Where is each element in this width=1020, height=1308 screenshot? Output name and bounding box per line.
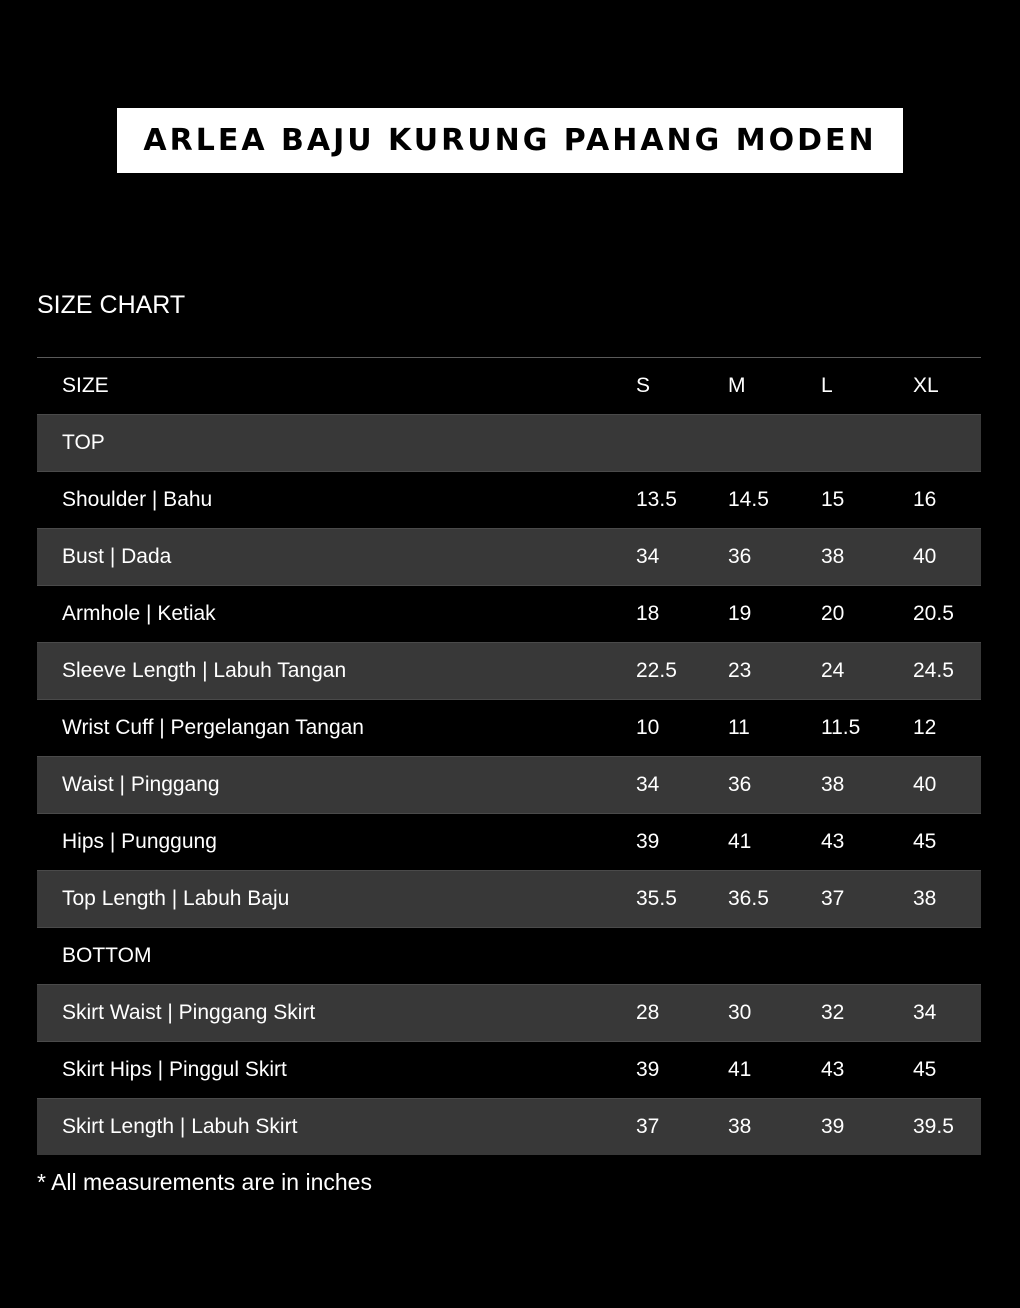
value-xl: 45 — [913, 1058, 937, 1081]
table-row — [37, 1099, 981, 1155]
table-row — [37, 586, 981, 643]
value-m: 19 — [728, 602, 752, 625]
measurement-label: Skirt Hips | Pinggul Skirt — [62, 1058, 287, 1081]
value-xl: 40 — [913, 773, 937, 796]
value-l: 15 — [821, 488, 845, 511]
value-l: 32 — [821, 1001, 845, 1024]
value-s: 34 — [636, 773, 660, 796]
value-m: 36.5 — [728, 887, 769, 910]
value-m: 30 — [728, 1001, 752, 1024]
value-xl: 16 — [913, 488, 937, 511]
value-l: 43 — [821, 1058, 845, 1081]
value-m: 41 — [728, 830, 752, 853]
table-header-row — [37, 358, 981, 415]
measurement-label: Shoulder | Bahu — [62, 488, 213, 511]
value-l: 11.5 — [821, 716, 861, 739]
value-s: 37 — [636, 1115, 660, 1138]
value-m: 41 — [728, 1058, 752, 1081]
measurement-label: Waist | Pinggang — [62, 773, 220, 796]
header-size-s: S — [636, 374, 651, 397]
value-s: 39 — [636, 1058, 660, 1081]
value-l: 37 — [821, 887, 845, 910]
header-size-l: L — [821, 374, 833, 397]
header-size-xl: XL — [913, 374, 939, 397]
value-s: 10 — [636, 716, 660, 739]
value-l: 38 — [821, 773, 845, 796]
page-title: ARLEA BAJU KURUNG PAHANG MODEN — [143, 123, 877, 158]
measurement-label: Wrist Cuff | Pergelangan Tangan — [62, 716, 364, 739]
value-xl: 34 — [913, 1001, 937, 1024]
value-m: 38 — [728, 1115, 752, 1138]
measurement-label: Skirt Length | Labuh Skirt — [62, 1115, 298, 1138]
value-s: 22.5 — [636, 659, 677, 682]
value-s: 13.5 — [636, 488, 677, 511]
table-row — [37, 757, 981, 814]
table-row — [37, 529, 981, 586]
value-s: 35.5 — [636, 887, 677, 910]
table-row — [37, 985, 981, 1042]
value-xl: 38 — [913, 887, 937, 910]
table-row — [37, 700, 981, 757]
value-l: 43 — [821, 830, 845, 853]
value-xl: 45 — [913, 830, 937, 853]
measurement-label: Bust | Dada — [62, 545, 172, 568]
table-row — [37, 643, 981, 700]
title-banner — [117, 108, 903, 173]
value-s: 39 — [636, 830, 660, 853]
value-m: 36 — [728, 545, 752, 568]
value-xl: 12 — [913, 716, 937, 739]
value-m: 14.5 — [728, 488, 769, 511]
value-xl: 39.5 — [913, 1115, 954, 1138]
measurement-footnote: * All measurements are in inches — [37, 1169, 372, 1195]
measurement-label: Skirt Waist | Pinggang Skirt — [62, 1001, 316, 1024]
measurement-label: Sleeve Length | Labuh Tangan — [62, 659, 347, 682]
value-m: 36 — [728, 773, 752, 796]
value-l: 20 — [821, 602, 845, 625]
table-row — [37, 1042, 981, 1099]
measurement-label: Top Length | Labuh Baju — [62, 887, 290, 910]
section-label-top: TOP — [62, 431, 105, 454]
value-m: 11 — [728, 716, 750, 739]
value-l: 39 — [821, 1115, 845, 1138]
value-s: 18 — [636, 602, 660, 625]
measurement-label: Hips | Punggung — [62, 830, 217, 853]
value-xl: 24.5 — [913, 659, 954, 682]
section-row-bottom — [37, 928, 981, 985]
header-size-m: M — [728, 374, 746, 397]
value-l: 24 — [821, 659, 845, 682]
section-row-top — [37, 415, 981, 472]
value-l: 38 — [821, 545, 845, 568]
value-xl: 40 — [913, 545, 937, 568]
table-row — [37, 871, 981, 928]
table-row — [37, 472, 981, 529]
value-m: 23 — [728, 659, 752, 682]
value-xl: 20.5 — [913, 602, 954, 625]
header-size-label: SIZE — [62, 374, 109, 397]
value-s: 34 — [636, 545, 660, 568]
value-s: 28 — [636, 1001, 660, 1024]
size-chart-table — [37, 357, 981, 1155]
section-title: SIZE CHART — [37, 291, 186, 319]
section-label-bottom: BOTTOM — [62, 944, 152, 967]
measurement-label: Armhole | Ketiak — [62, 602, 216, 625]
table-row — [37, 814, 981, 871]
